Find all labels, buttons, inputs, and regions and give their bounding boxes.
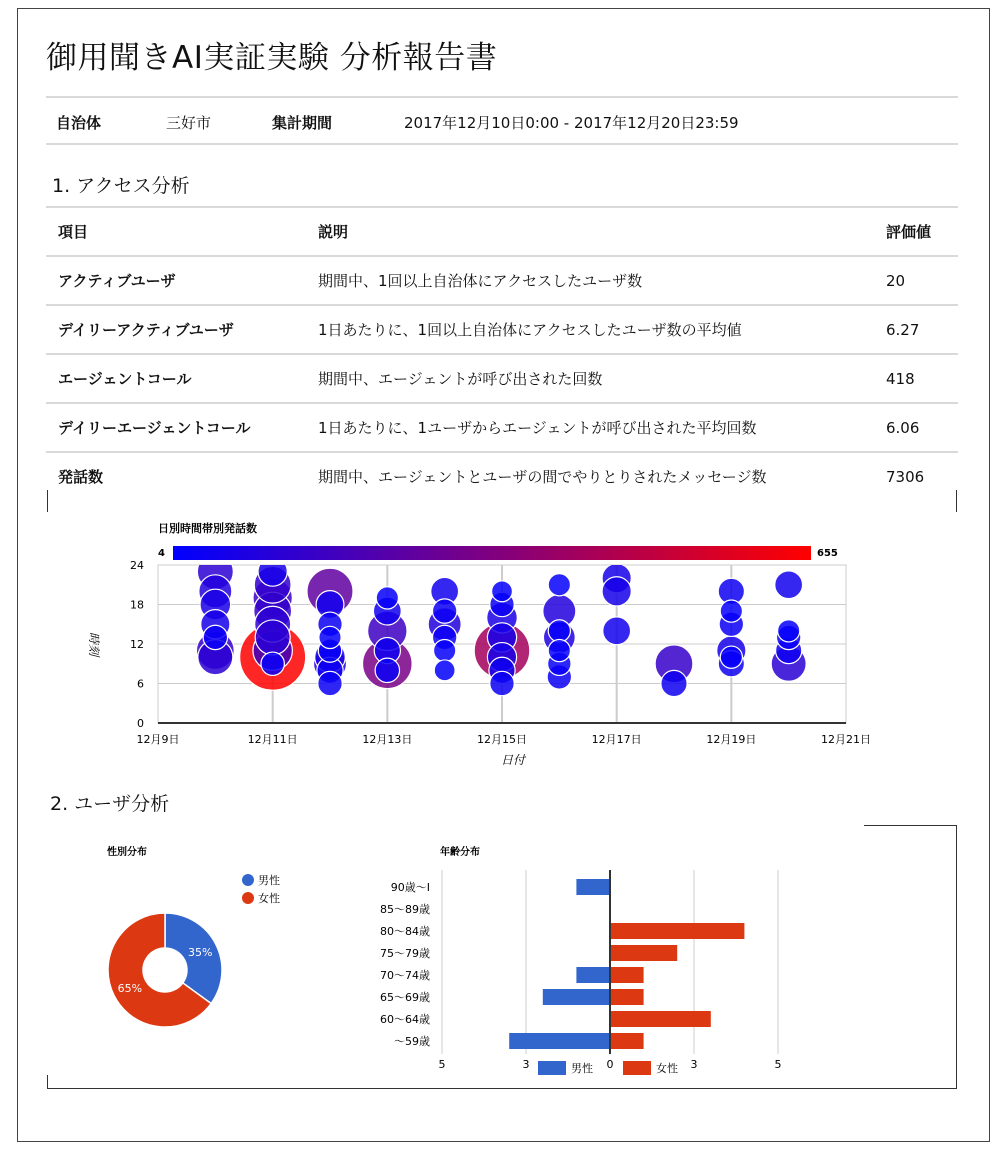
x-tick-label: 5 <box>438 1058 446 1071</box>
bubble-point <box>434 660 455 681</box>
legend-item-male <box>242 873 280 887</box>
category-label: 60〜64歳 <box>380 1013 430 1026</box>
bubble-point <box>376 587 398 609</box>
title-divider <box>46 96 958 98</box>
bar-female <box>610 1033 644 1049</box>
metric-name: アクティブユーザ <box>46 256 306 305</box>
bubble-point <box>602 577 631 606</box>
donut-slices <box>108 913 222 1027</box>
category-label: 65〜69歳 <box>380 991 430 1004</box>
legend-dot-female <box>242 892 254 904</box>
x-tick-label: 0 <box>606 1058 614 1071</box>
bubble-point <box>490 671 514 695</box>
table-row <box>46 354 958 403</box>
bubble-point <box>548 620 570 642</box>
bubble-point <box>548 639 570 661</box>
y-tick-label: 6 <box>137 677 144 691</box>
y-tick-label: 24 <box>130 559 144 572</box>
bubble-point <box>603 617 631 645</box>
category-label: 80〜84歳 <box>380 925 430 938</box>
x-tick-label: 12月11日 <box>247 733 298 746</box>
legend-label-male: 男性 <box>571 1062 593 1075</box>
bar-male <box>576 967 610 983</box>
bubble-chart-title: 日別時間帯別発話数 <box>158 522 257 535</box>
donut-chart-title: 性別分布 <box>107 847 147 858</box>
bar-male <box>509 1033 610 1049</box>
municipality-value: 三好市 <box>166 114 212 132</box>
bubble-point <box>261 652 284 675</box>
category-label: 75〜79歳 <box>380 947 430 960</box>
legend-item-female <box>623 1061 678 1075</box>
slice-label: 35% <box>187 946 213 960</box>
period-value: 2017年12月10日0:00 - 2017年12月20日23:59 <box>404 114 739 132</box>
metric-name: デイリーエージェントコール <box>46 403 306 452</box>
x-tick-label: 12月15日 <box>477 733 527 746</box>
metric-name: エージェントコール <box>46 354 306 403</box>
color-scale-max: 655 <box>817 548 838 559</box>
bar-female <box>610 923 744 939</box>
bar-male <box>543 989 610 1005</box>
frame-bottom <box>47 1088 957 1089</box>
frame-right <box>956 825 957 1089</box>
metric-description: 期間中、エージェントとユーザの間でやりとりされたメッセージ数 <box>318 468 767 486</box>
legend-label-male: 男性 <box>258 874 280 887</box>
legend-swatch-female <box>623 1061 651 1075</box>
bar-female <box>610 945 677 961</box>
bubble-point <box>720 600 742 622</box>
legend-label-female: 女性 <box>258 892 280 905</box>
user-heading: 2. ユーザ分析 <box>50 793 170 815</box>
table-row <box>46 403 958 452</box>
metric-name: デイリーアクティブユーザ <box>46 305 306 354</box>
bubble-point <box>492 581 513 602</box>
age-chart <box>380 840 840 1080</box>
metric-description: 1日あたりに、1ユーザからエージェントが呼び出された平均回数 <box>306 403 874 452</box>
table-row <box>46 305 958 354</box>
x-tick-label: 12月21日 <box>821 733 871 746</box>
bubble-point <box>778 620 800 642</box>
metric-description: 1日あたりに、1回以上自治体にアクセスしたユーザ数の平均値 <box>306 305 874 354</box>
bar-female <box>610 1011 711 1027</box>
category-label: 〜59歳 <box>394 1035 430 1048</box>
x-tick-label: 3 <box>522 1058 530 1071</box>
bubble-point <box>255 620 290 655</box>
period-label: 集計期間 <box>272 114 333 132</box>
category-label: 85〜89歳 <box>380 903 430 916</box>
municipality-label: 自治体 <box>56 114 102 132</box>
bar-male <box>576 879 610 895</box>
table-row <box>46 452 958 500</box>
x-tick-label: 12月9日 <box>136 733 180 746</box>
color-scale-bar <box>173 546 811 560</box>
table-row <box>46 256 958 305</box>
metric-value: 7306 <box>886 467 925 486</box>
bubble-point <box>434 639 456 661</box>
column-header: 評価値 <box>874 208 958 256</box>
y-tick-label: 18 <box>130 598 144 612</box>
bubble-point <box>258 557 287 586</box>
bubble-point <box>720 646 742 668</box>
metric-description: 期間中、1回以上自治体にアクセスしたユーザ数 <box>306 256 874 305</box>
age-chart-title: 年齢分布 <box>440 847 480 858</box>
bubble-point <box>775 571 803 599</box>
legend-item-male <box>538 1061 593 1075</box>
donut-chart <box>90 840 360 1040</box>
x-tick-label: 12月13日 <box>362 733 413 746</box>
bubble-point <box>548 574 570 596</box>
x-tick-label: 5 <box>774 1058 782 1071</box>
category-label: 70〜74歳 <box>380 969 430 982</box>
y-tick-label: 0 <box>137 717 144 730</box>
metric-value: 6.27 <box>874 305 958 354</box>
frame-bottom-left-tick <box>47 1075 48 1089</box>
slice-label: 65% <box>117 981 143 995</box>
color-scale-min: 4 <box>158 548 165 559</box>
bar-female <box>610 967 644 983</box>
bubble-point <box>318 671 342 695</box>
access-table <box>46 208 958 500</box>
x-tick-label: 12月17日 <box>591 733 642 746</box>
legend-swatch-male <box>538 1061 566 1075</box>
bubble-point <box>203 625 227 649</box>
y-tick-label: 12 <box>130 638 144 651</box>
metric-value: 6.06 <box>874 403 958 452</box>
category-label: 90歳〜I <box>390 881 430 894</box>
report-title: 御用聞きAI実証実験 分析報告書 <box>46 40 498 76</box>
bubble-point <box>661 670 687 696</box>
legend-label-female: 女性 <box>656 1062 678 1075</box>
frame-top-right <box>864 825 957 826</box>
bar-female <box>610 989 644 1005</box>
metric-value: 20 <box>874 256 958 305</box>
frame-tick-right <box>956 490 957 512</box>
bubble-point <box>432 599 456 623</box>
access-table-header <box>46 208 958 256</box>
metric-name: 発話数 <box>58 468 104 486</box>
bubble-chart <box>0 510 1000 780</box>
bubble-point <box>375 658 399 682</box>
legend-dot-male <box>242 874 254 886</box>
frame-tick-left <box>47 490 48 512</box>
metric-description: 期間中、エージェントが呼び出された回数 <box>306 354 874 403</box>
meta-divider <box>46 143 958 145</box>
x-tick-label: 12月19日 <box>706 733 757 746</box>
y-axis-title: 時刻 <box>87 631 101 657</box>
column-header: 説明 <box>306 208 874 256</box>
x-axis-title: 日付 <box>500 753 526 767</box>
legend-item-female <box>242 891 280 905</box>
metric-value: 418 <box>874 354 958 403</box>
age-bars <box>509 870 744 1054</box>
bubble-point <box>319 626 341 648</box>
column-header: 項目 <box>46 208 306 256</box>
access-heading: 1. アクセス分析 <box>52 175 190 197</box>
x-tick-label: 3 <box>690 1058 698 1071</box>
